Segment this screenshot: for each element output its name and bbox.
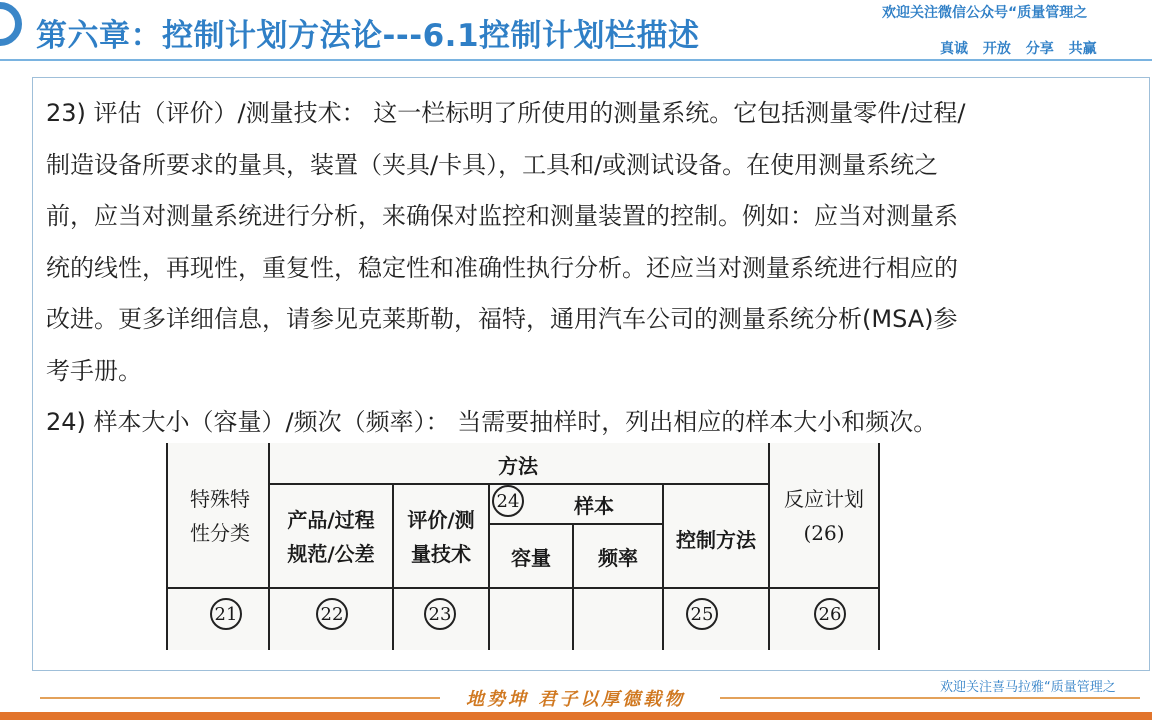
- reference-number-21: 21: [210, 598, 242, 630]
- footer-slogan: 地势坤 君子以厚德载物: [466, 689, 686, 710]
- reference-number-24: 24: [492, 485, 524, 517]
- paragraph-23-line: 前，应当对测量系统进行分析，来确保对监控和测量装置的控制。例如：应当对测量系: [46, 202, 958, 230]
- reference-number-26: 26: [814, 598, 846, 630]
- paragraph-23-line: 制造设备所要求的量具，装置（夹具/卡具），工具和/或测试设备。在使用测量系统之: [46, 150, 939, 179]
- body-text: [46, 88, 1136, 449]
- paragraph-23-line: 统的线性，再现性，重复性，稳定性和准确性执行分析。还应当对测量系统进行相应的: [46, 253, 958, 282]
- sample-group-header: 样本: [574, 493, 614, 518]
- product-spec-header: 产品/过程规范/公差: [287, 508, 375, 566]
- ximalaya-follow-note: 欢迎关注喜马拉雅“质量管理之: [940, 680, 1116, 695]
- control-plan-table-image: [166, 443, 880, 650]
- sample-size-header: 容量: [511, 545, 551, 570]
- motto: 真诚 开放 分享 共赢: [940, 41, 1097, 57]
- paragraph-23-line: 改进。更多详细信息，请参见克莱斯勒，福特，通用汽车公司的测量系统分析(MSA)参: [46, 305, 958, 333]
- frequency-header: 频率: [598, 545, 638, 570]
- reference-number-22: 22: [316, 598, 348, 630]
- reference-number-25: 25: [686, 598, 718, 630]
- slide-title: 第六章：控制计划方法论---6.1控制计划栏描述: [36, 18, 700, 54]
- evaluation-technique-header: 评价/测量技术: [407, 508, 475, 566]
- paragraph-24: 24) 样本大小（容量）/频次（频率）： 当需要抽样时，列出相应的样本大小和频次。: [46, 408, 938, 436]
- reference-number-23: 23: [424, 598, 456, 630]
- header-divider: [0, 59, 1152, 61]
- special-characteristic-header: 特殊特性分类: [190, 487, 250, 545]
- footer-divider-right: [720, 697, 1140, 699]
- table-line: [166, 587, 880, 589]
- wechat-follow-note: 欢迎关注微信公众号“质量管理之: [882, 5, 1088, 21]
- table-line: [166, 443, 168, 650]
- footer-bar: [0, 712, 1152, 720]
- table-line: [268, 483, 768, 485]
- table-line: [878, 443, 880, 650]
- paragraph-23-line: 考手册。: [46, 356, 142, 385]
- control-method-header: 控制方法: [676, 527, 756, 552]
- method-group-header: 方法: [498, 453, 538, 478]
- footer-divider-left: [40, 697, 440, 699]
- paragraph-23-line: 23) 评估（评价）/测量技术： 这一栏标明了所使用的测量系统。它包括测量零件/过程/: [46, 99, 966, 127]
- logo-icon: [0, 2, 22, 46]
- reaction-plan-header: 反应计划 (26): [784, 487, 864, 545]
